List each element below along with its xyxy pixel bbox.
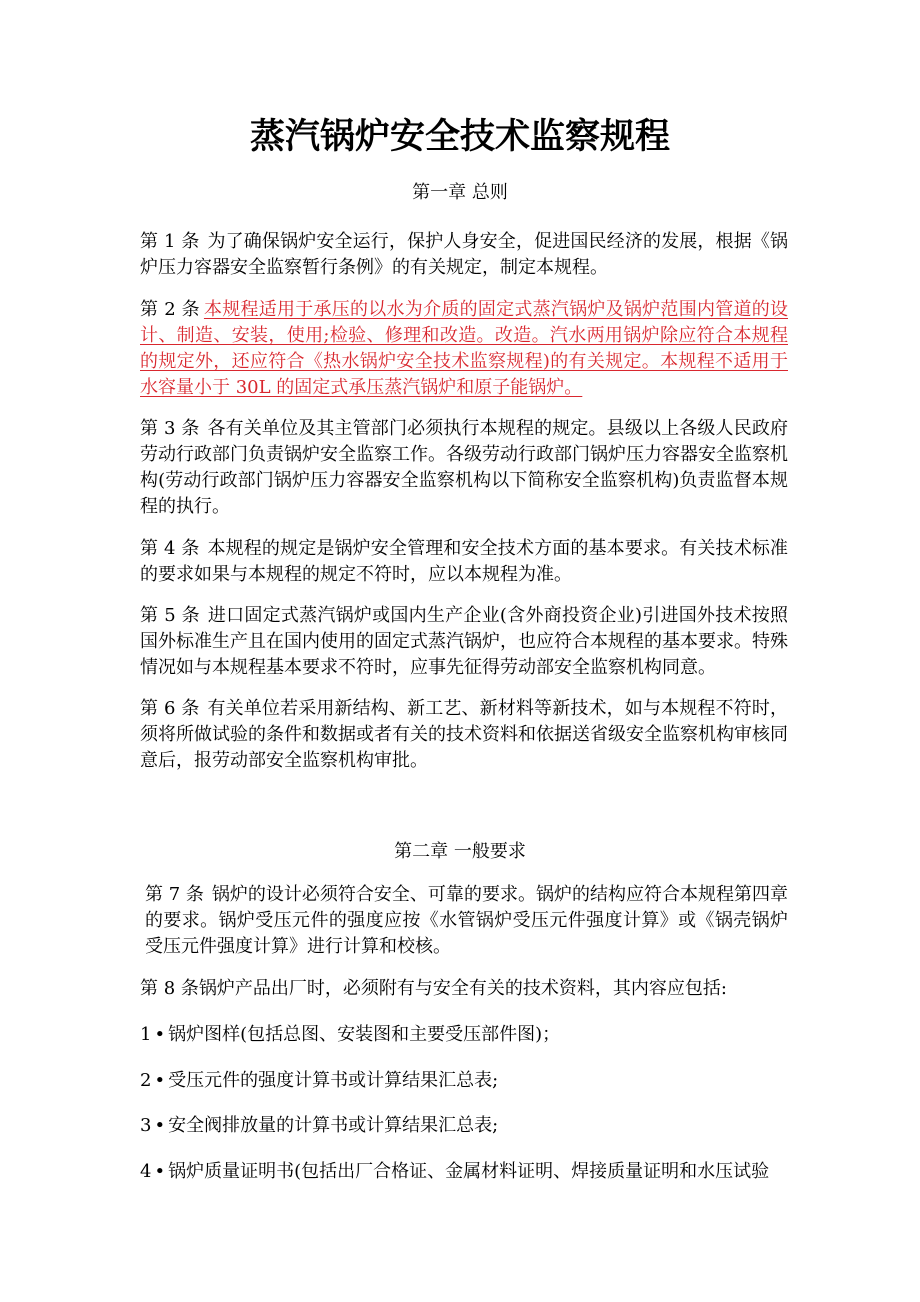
article-6-text: 有关单位若采用新结构、新工艺、新材料等新技术，如与本规程不符时，须将所做试验的条件和数据或者有关的技术资料和依据送省级安全监察机构审核同意后，报劳动部安全监察机构审批。	[140, 698, 788, 771]
bullet-dot-icon: •	[154, 1161, 166, 1182]
article-2-text: 本规程适用于承压的以水为介质的固定式蒸汽锅炉及锅炉范围内管道的设计、制造、安装，使用;检验、修理和改造。改造。汽水两用锅炉除应符合本规程的规定外，还应符合《热水锅炉安全技术监察规程)的有关规定。本规程不适用于水容量小于 30L 的固定式承压蒸汽锅炉和原子能锅炉。	[140, 299, 788, 398]
article-8	[140, 976, 788, 1002]
article-2-label: 第 2 条	[140, 299, 200, 320]
article-7-text: 锅炉的设计必须符合安全、可靠的要求。锅炉的结构应符合本规程第四章的要求。锅炉受压元件的强度应按《水管锅炉受压元件强度计算》或《锅壳锅炉受压元件强度计算》进行计算和校核。	[145, 884, 788, 957]
list-item-text: 锅炉质量证明书(包括出厂合格证、金属材料证明、焊接质量证明和水压试验	[168, 1161, 770, 1182]
list-item-number: 3	[140, 1115, 152, 1136]
article-7	[145, 882, 788, 960]
article-3-label: 第 3 条	[140, 418, 200, 439]
bullet-dot-icon: •	[154, 1024, 166, 1045]
article-2	[140, 297, 788, 401]
article-6	[140, 696, 788, 774]
list-item-number: 4	[140, 1161, 152, 1182]
list-item-number: 1	[140, 1024, 152, 1045]
bullet-dot-icon: •	[154, 1115, 166, 1136]
article-8-text: 锅炉产品出厂时，必须附有与安全有关的技术资料，其内容应包括:	[198, 978, 727, 999]
chapter-1-heading: 第一章 总则	[412, 182, 508, 203]
article-1-text: 为了确保锅炉安全运行，保护人身安全，促进国民经济的发展，根据《锅炉压力容器安全监察暂行条例》的有关规定，制定本规程。	[140, 231, 788, 278]
article-3-text: 各有关单位及其主管部门必须执行本规程的规定。县级以上各级人民政府劳动行政部门负责锅炉安全监察工作。各级劳动行政部门锅炉压力容器安全监察机构(劳动行政部门锅炉压力容器安全监察机构以下简称安全监察机构)负责监督本规程的执行。	[140, 418, 788, 517]
article-3	[140, 416, 788, 520]
article-4	[140, 536, 788, 588]
list-item	[140, 1113, 788, 1139]
list-item	[140, 1022, 788, 1048]
article-8-label: 第 8 条	[140, 978, 199, 999]
list-item-number: 2	[140, 1070, 152, 1091]
list-item-text: 安全阀排放量的计算书或计算结果汇总表;	[168, 1115, 499, 1136]
article-5	[140, 603, 788, 681]
article-7-label: 第 7 条	[145, 884, 204, 905]
article-5-label: 第 5 条	[140, 605, 200, 626]
article-4-text: 本规程的规定是锅炉安全管理和安全技术方面的基本要求。有关技术标准的要求如果与本规程的规定不符时，应以本规程为准。	[140, 538, 788, 585]
chapter-2-heading: 第二章 一般要求	[394, 841, 526, 862]
list-item-text: 受压元件的强度计算书或计算结果汇总表;	[168, 1070, 499, 1091]
bullet-dot-icon: •	[154, 1070, 166, 1091]
article-1-label: 第 1 条	[140, 231, 200, 252]
article-4-label: 第 4 条	[140, 538, 200, 559]
list-item-text: 锅炉图样(包括总图、安装图和主要受压部件图)；	[168, 1024, 561, 1045]
list-item	[140, 1068, 788, 1094]
article-1	[140, 229, 788, 281]
list-item	[140, 1159, 788, 1185]
article-6-label: 第 6 条	[140, 698, 200, 719]
document-title: 蒸汽锅炉安全技术监察规程	[249, 116, 670, 157]
article-5-text: 进口固定式蒸汽锅炉或国内生产企业(含外商投资企业)引进国外技术按照国外标准生产且在国内使用的固定式蒸汽锅炉，也应符合本规程的基本要求。特殊情况如与本规程基本要求不符时，应事先征得劳动部安全监察机构同意。	[140, 605, 788, 678]
